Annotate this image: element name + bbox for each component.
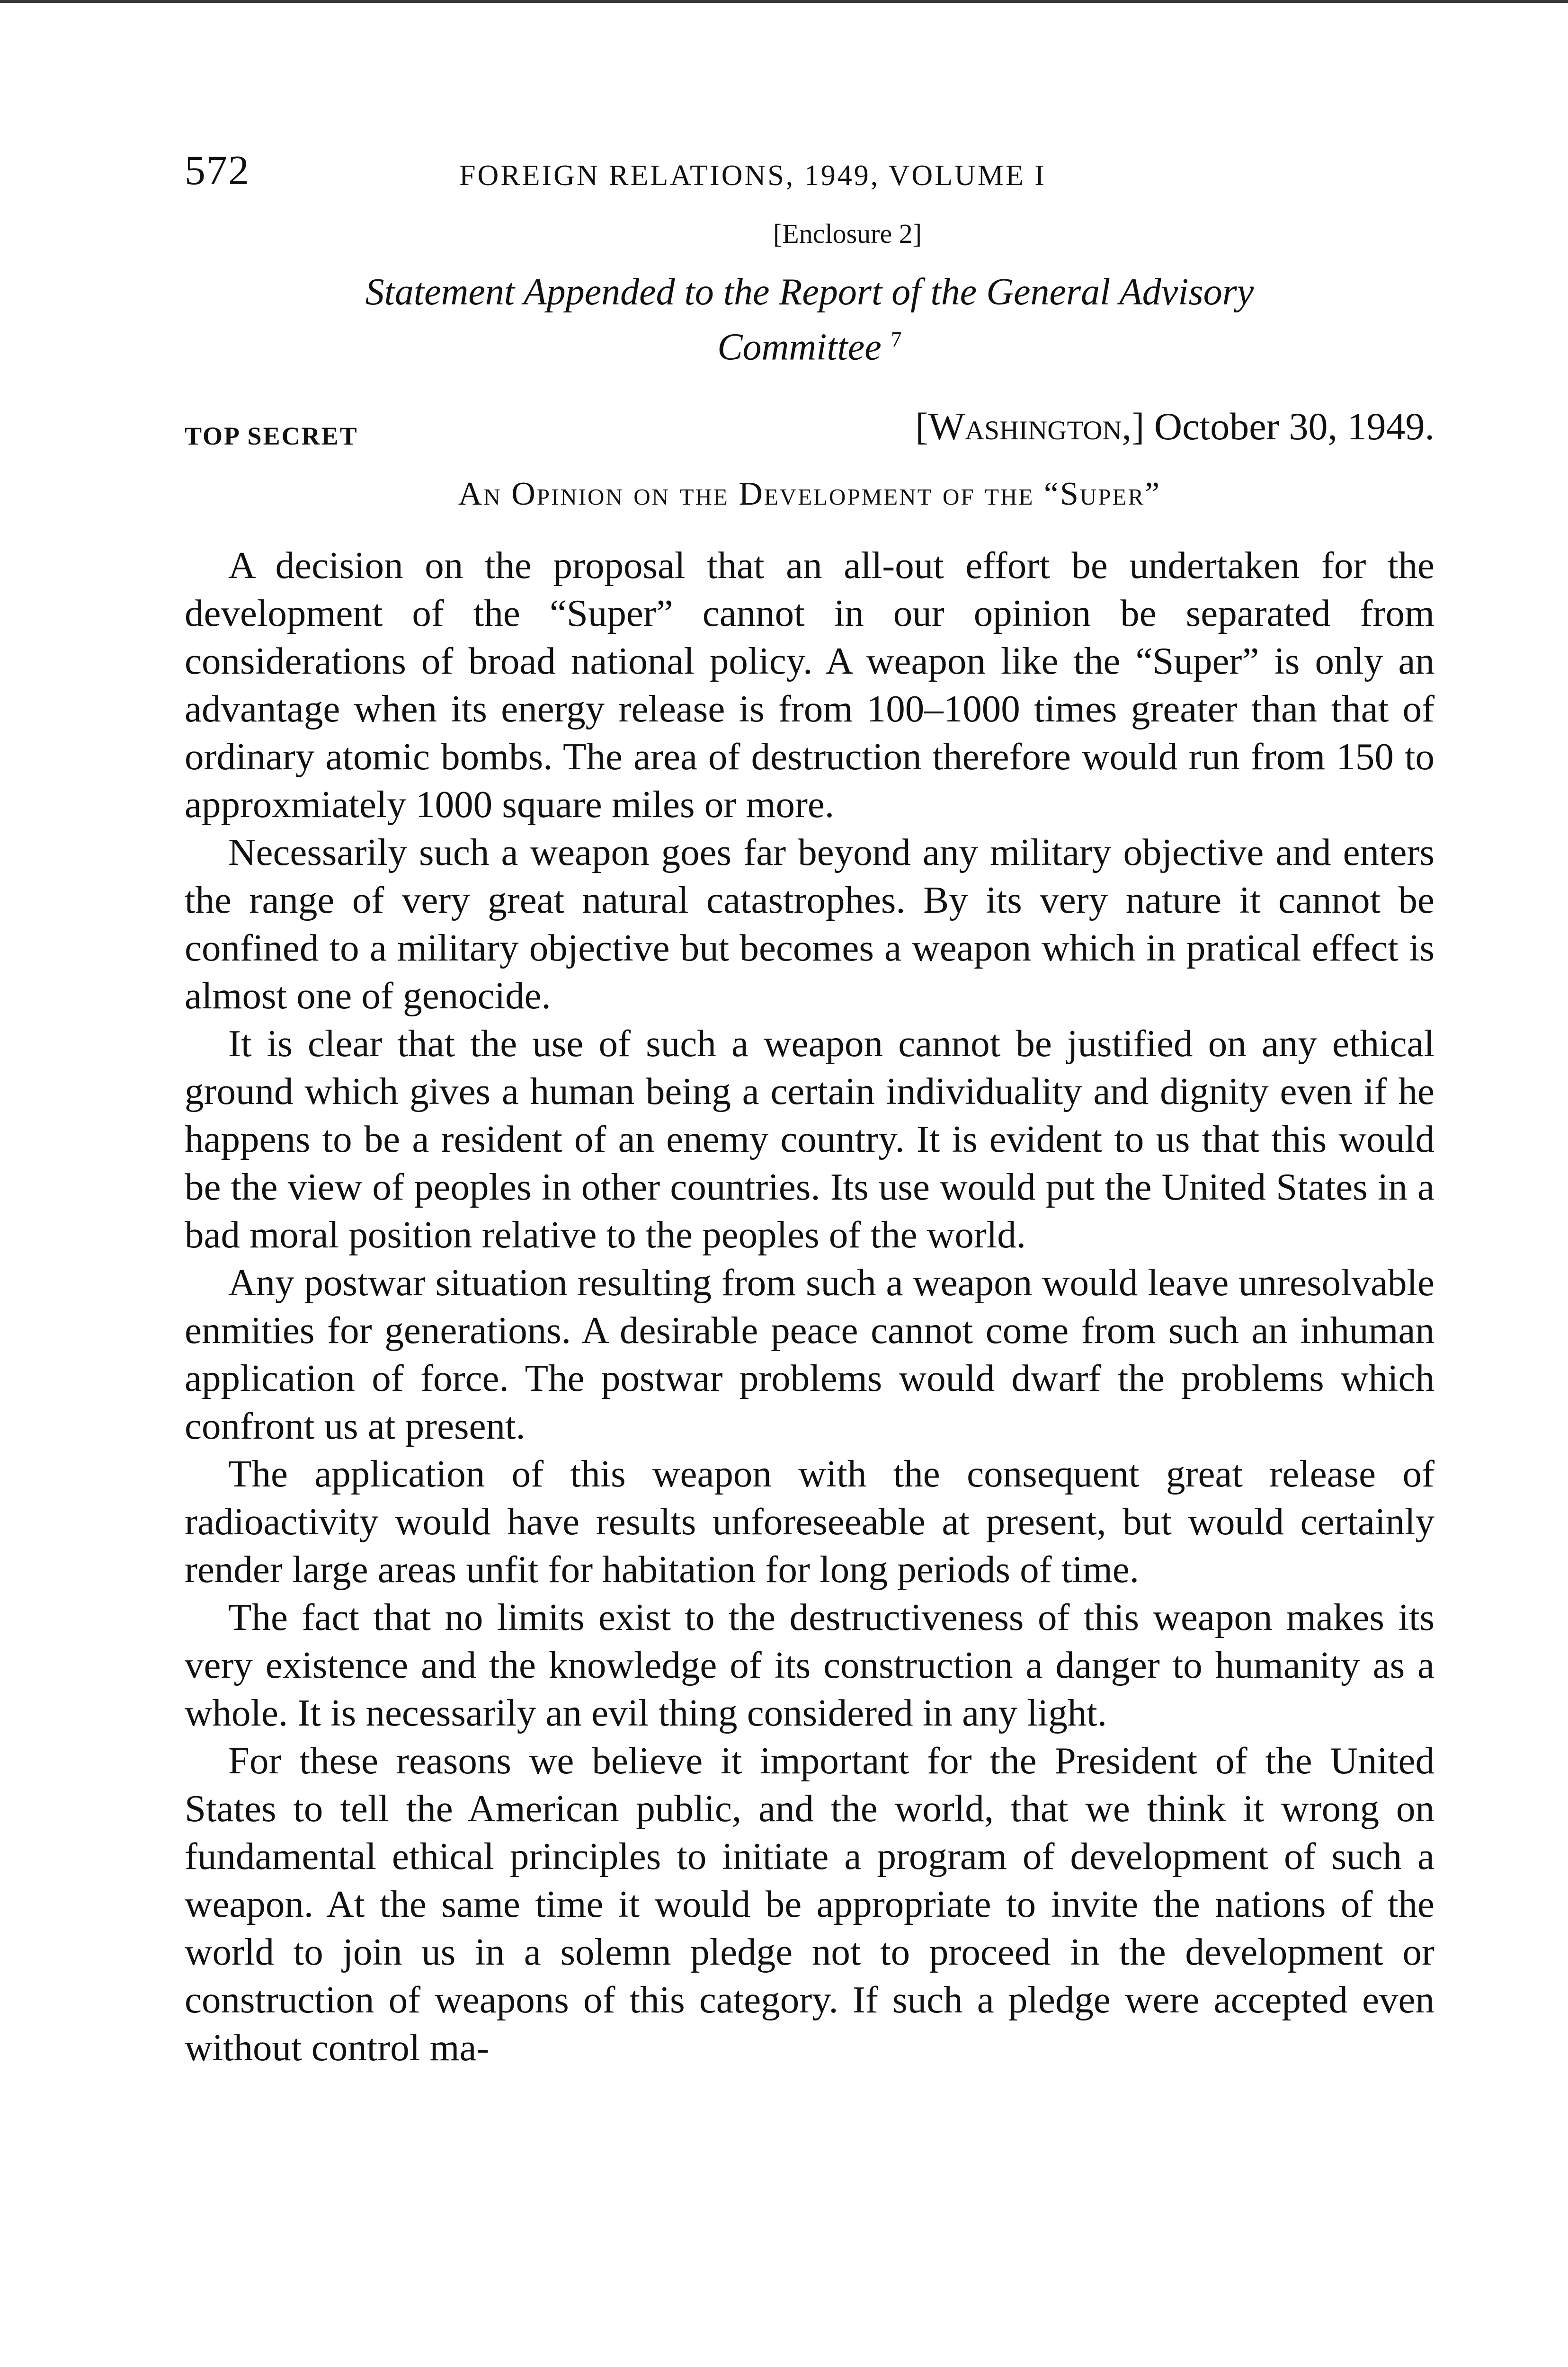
statement-title-line-2 [185,316,1434,371]
document-page [185,137,1434,2072]
paragraph-2: Necessarily such a weapon goes far beyond any military objective and enters the range of very great natural catastrophes. By its very nature it cannot be confined to a military objective but becomes a weapon which in pratical effect is almost one of genocide. [185,830,1434,1017]
running-head [185,137,1434,208]
footnote-reference: 7 [891,327,902,351]
paragraph-4: Any postwar situation resulting from such a weapon would leave unresolvable enmities for generations. A desirable peace cannot come from such an inhuman application of force. The postwar problems would dwarf the problems which confront us at present. [185,1261,1434,1447]
paragraph-5: The application of this weapon with the consequent great release of radioactivity would have results unforeseeable at present, but would certainly render large areas unfit for habitation for long periods of time. [185,1452,1434,1591]
page-number: 572 [185,148,250,194]
classification-label: TOP SECRET [185,421,358,450]
classification-row [185,404,1434,456]
statement-title-line-1: Statement Appended to the Report of the General Advisory [365,271,1254,313]
dateline-close-bracket: ] [1131,404,1145,448]
enclosure-label: [Enclosure 2] [773,218,922,249]
paragraph-1: A decision on the proposal that an all-out effort be undertaken for the development of the “Super” cannot in our opinion be separated from considerations of broad national policy. A weapon like the “Super” is only an advantage when its energy release is from 100–1000 times greater than that of ordinary atomic bombs. The area of destruction therefore would run from 150 to approxmiately 1000 square miles or more. [185,543,1434,826]
body-text [185,542,1434,2072]
dateline-place: Washington, [928,404,1132,448]
paragraph-3: It is clear that the use of such a weapon cannot be justified on any ethical ground which gives a human being a certain individuality and dignity even if he happens to be a resident of an enemy country. It is evident to us that this would be the view of peoples in other countries. Its use would put the United States in a bad moral position relative to the peoples of the world. [185,1022,1434,1256]
paragraph-6: The fact that no limits exist to the destructiveness of this weapon makes its very existence and the knowledge of its construction a danger to humanity as a whole. It is necessarily an evil thing considered in any light. [185,1595,1434,1734]
statement-title-committee: Committee [717,326,882,368]
running-head-title: FOREIGN RELATIONS, 1949, VOLUME I [459,160,1046,192]
dateline [915,404,1434,449]
page-top-edge [0,0,1568,3]
paragraph-7: For these reasons we believe it important for the President of the United States to tell the American public, and the world, that we think it wrong on fundamental ethical principles to initiate a program of development of such a weapon. At the same time it would be appropriate to invite the nations of the world to join us in a solemn pledge not to proceed in the development or construction of weapons of this category. If such a pledge were accepted even without control ma- [185,1739,1434,2069]
statement-title [185,268,1434,371]
dateline-open-bracket: [ [915,404,928,448]
section-heading: An Opinion on the Development of the “Super” [458,475,1161,512]
dateline-date: October 30, 1949. [1154,404,1434,448]
